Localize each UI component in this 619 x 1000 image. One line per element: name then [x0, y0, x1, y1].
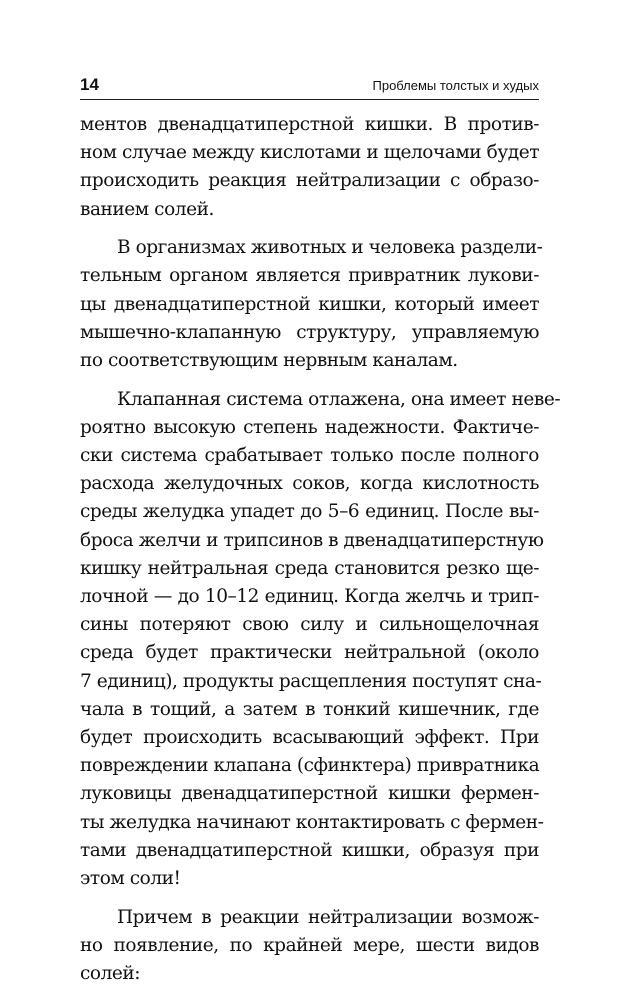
text-line: ном случае между кислотами и щелочами будет [80, 142, 539, 164]
text-line: но появление, по крайней мере, шести видов [80, 934, 539, 956]
paragraph-gap [80, 893, 539, 904]
text-line: броса желчи и трипсинов в двенадцатиперстную [80, 529, 544, 551]
text-line: мышечно-клапанную структуру, управляемую [80, 321, 539, 343]
text-line: чала в тощий, а затем в тонкий кишечник, где [80, 698, 539, 720]
text-line: 7 единиц), продукты расщепления поступят сна- [80, 670, 542, 692]
running-title: Проблемы толстых и худых [372, 78, 539, 93]
paragraph-gap [80, 375, 539, 386]
text-line: тами двенадцатиперстной кишки, образуя при [80, 839, 539, 861]
body-text [80, 111, 561, 988]
paragraph-2 [80, 234, 543, 375]
text-line: сины потеряют свою силу и сильнощелочная [80, 614, 539, 636]
paragraph-3 [80, 386, 561, 893]
paragraph-4 [80, 904, 539, 989]
text-line: среда будет практически нейтральной (около [80, 642, 539, 664]
text-line: тельным органом является привратник лукови- [80, 265, 539, 287]
text-line: роятно высокую степень надежности. Фактиче- [80, 416, 539, 438]
text-line: ванием солей. [80, 198, 214, 220]
text-line: В организмах животных и человека раздели- [117, 237, 543, 259]
text-line: ты желудка начинают контактировать с фермен- [80, 811, 544, 833]
text-line: Клапанная система отлажена, она имеет неве- [117, 388, 561, 410]
text-line: Причем в реакции нейтрализации возмож- [117, 906, 539, 928]
page-number: 14 [80, 75, 99, 94]
text-line: по соответствующим нервным каналам. [80, 350, 458, 371]
text-line: ски система срабатывает только после полного [80, 445, 539, 467]
text-line: происходить реакция нейтрализации с образо- [80, 170, 539, 192]
text-line: повреждении клапана (сфинктера) привратника [80, 755, 540, 777]
text-line: лочной — до 10–12 единиц. Когда желчь и трип- [80, 586, 539, 607]
text-line: ментов двенадцатиперстной кишки. В против- [80, 114, 539, 135]
text-line: цы двенадцатиперстной кишки, который имеет [80, 293, 539, 315]
text-line: расхода желудочных соков, когда кислотность [80, 473, 539, 495]
text-line: будет происходить всасывающий эффект. При [80, 726, 539, 748]
paragraph-gap [80, 224, 539, 235]
text-line: среды желудка упадет до 5–6 единиц. После вы- [80, 501, 539, 523]
text-line: луковицы двенадцатиперстной кишки фермен- [80, 783, 539, 805]
text-line: этом соли! [80, 867, 181, 889]
running-header [80, 73, 539, 100]
paragraph-1 [80, 111, 539, 224]
text-line: солей: [80, 962, 141, 984]
text-line: кишку нейтральная среда становится резко ще- [80, 557, 539, 579]
